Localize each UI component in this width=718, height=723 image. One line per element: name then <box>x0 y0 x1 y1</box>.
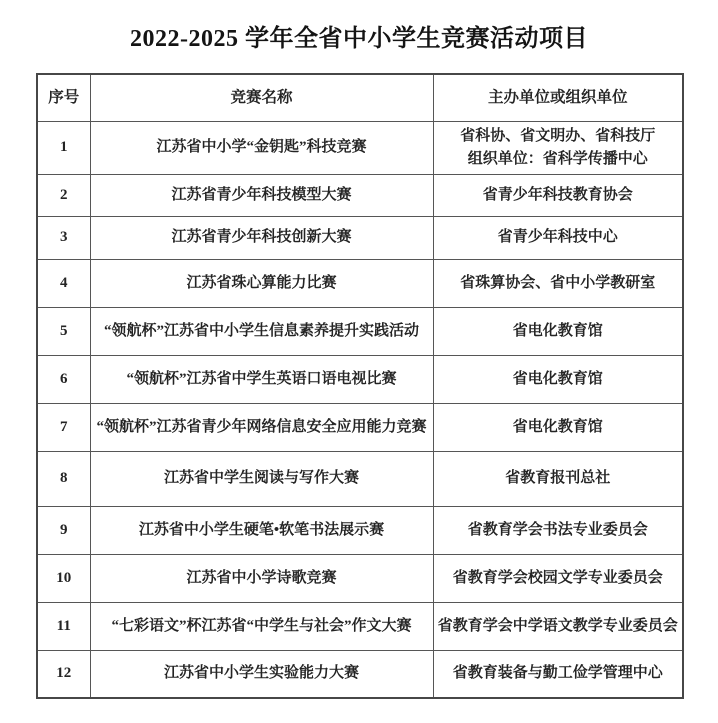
header-serial-number: 序号 <box>37 74 90 121</box>
table-row <box>37 259 683 307</box>
cell-serial-number: 5 <box>37 307 90 355</box>
cell-serial-number: 8 <box>37 451 90 506</box>
cell-organizer: 省教育装备与勤工俭学管理中心 <box>433 650 683 698</box>
header-competition-name: 竞赛名称 <box>90 74 433 121</box>
table-row <box>37 307 683 355</box>
cell-organizer: 省教育学会中学语文教学专业委员会 <box>433 602 683 650</box>
table-row <box>37 602 683 650</box>
table-row <box>37 506 683 554</box>
table-header-row <box>37 74 683 121</box>
cell-organizer: 省青少年科技中心 <box>433 216 683 259</box>
cell-organizer <box>433 121 683 174</box>
cell-competition-name: 江苏省中小学“金钥匙”科技竞赛 <box>90 121 433 174</box>
cell-organizer: 省电化教育馆 <box>433 403 683 451</box>
header-organizer: 主办单位或组织单位 <box>433 74 683 121</box>
cell-serial-number: 10 <box>37 554 90 602</box>
cell-serial-number: 2 <box>37 174 90 216</box>
cell-competition-name: “领航杯”江苏省中小学生信息素养提升实践活动 <box>90 307 433 355</box>
cell-organizer: 省教育报刊总社 <box>433 451 683 506</box>
organizer-line-1: 省科协、省文明办、省科技厅 <box>460 127 656 144</box>
table-row <box>37 451 683 506</box>
cell-serial-number: 4 <box>37 259 90 307</box>
cell-competition-name: 江苏省中小学生硬笔•软笔书法展示赛 <box>90 506 433 554</box>
cell-serial-number: 11 <box>37 602 90 650</box>
cell-organizer: 省青少年科技教育协会 <box>433 174 683 216</box>
table-row <box>37 174 683 216</box>
cell-organizer: 省教育学会书法专业委员会 <box>433 506 683 554</box>
table-row <box>37 403 683 451</box>
table-row <box>37 650 683 698</box>
table-row <box>37 216 683 259</box>
cell-competition-name: 江苏省青少年科技创新大赛 <box>90 216 433 259</box>
cell-competition-name: 江苏省青少年科技模型大赛 <box>90 174 433 216</box>
page-title: 2022-2025 学年全省中小学生竞赛活动项目 <box>130 26 588 52</box>
cell-competition-name: “七彩语文”杯江苏省“中学生与社会”作文大赛 <box>90 602 433 650</box>
cell-competition-name: 江苏省中小学诗歌竞赛 <box>90 554 433 602</box>
cell-competition-name: “领航杯”江苏省青少年网络信息安全应用能力竞赛 <box>90 403 433 451</box>
organizer-line-2: 组织单位：省科学传播中心 <box>467 150 648 167</box>
cell-competition-name: 江苏省中学生阅读与写作大赛 <box>90 451 433 506</box>
cell-serial-number: 3 <box>37 216 90 259</box>
competitions-table <box>36 73 684 699</box>
table-row <box>37 355 683 403</box>
table-row <box>37 121 683 174</box>
cell-organizer: 省教育学会校园文学专业委员会 <box>433 554 683 602</box>
cell-organizer: 省电化教育馆 <box>433 355 683 403</box>
cell-serial-number: 9 <box>37 506 90 554</box>
cell-organizer: 省珠算协会、省中小学教研室 <box>433 259 683 307</box>
cell-competition-name: 江苏省中小学生实验能力大赛 <box>90 650 433 698</box>
cell-serial-number: 7 <box>37 403 90 451</box>
cell-serial-number: 12 <box>37 650 90 698</box>
cell-competition-name: 江苏省珠心算能力比赛 <box>90 259 433 307</box>
cell-serial-number: 1 <box>37 121 90 174</box>
cell-competition-name: “领航杯”江苏省中学生英语口语电视比赛 <box>90 355 433 403</box>
cell-organizer: 省电化教育馆 <box>433 307 683 355</box>
cell-serial-number: 6 <box>37 355 90 403</box>
table-row <box>37 554 683 602</box>
